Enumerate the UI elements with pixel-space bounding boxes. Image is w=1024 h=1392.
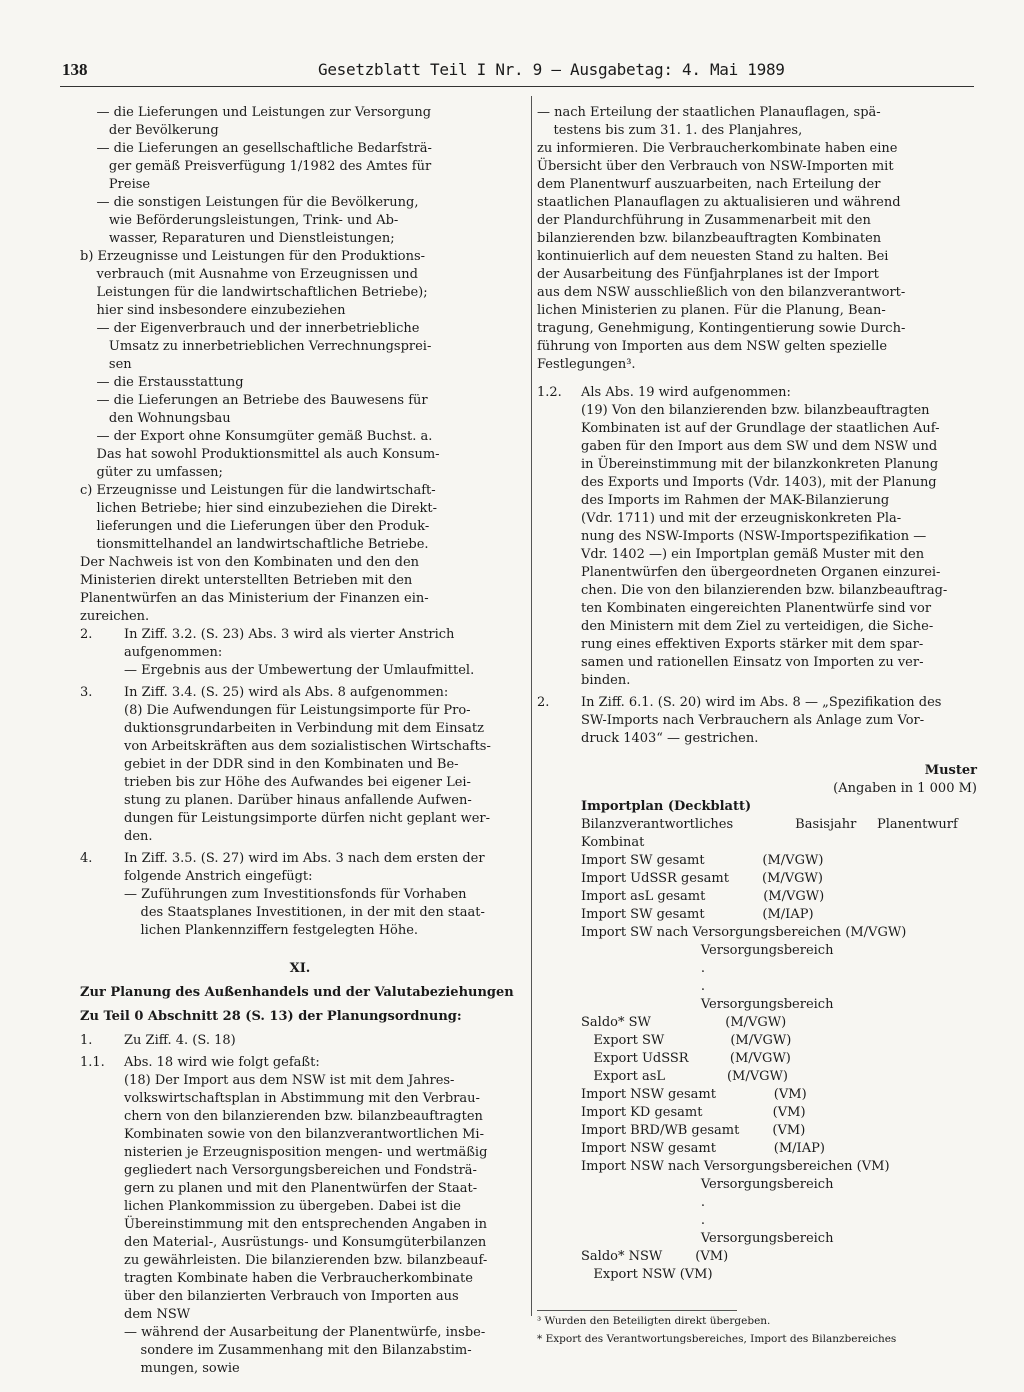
item-text: gaben für den Import aus dem SW und dem NSW und <box>581 439 938 454</box>
item-text: dem NSW <box>124 1307 191 1322</box>
item-text: rung eines effektiven Exports stärker mit dem spar- <box>581 637 924 652</box>
left-text-line: ger gemäß Preisverfügung 1/1982 des Amtes für <box>80 159 432 174</box>
right-text-line: testens bis zum 31. 1. des Planjahres, <box>537 123 803 138</box>
right-text-line: staatlichen Planauflagen zu aktualisieren und während <box>537 195 901 210</box>
footnote-rule <box>537 1310 737 1311</box>
footnotes <box>537 1314 977 1350</box>
left-text-line: — der Eigenverbrauch und der innerbetriebliche <box>80 321 420 336</box>
item-text: In Ziff. 3.5. (S. 27) wird im Abs. 3 nach dem ersten der <box>124 851 485 866</box>
left-text-line: hier sind insbesondere einzubeziehen <box>80 303 346 318</box>
item-text: chern von den bilanzierenden bzw. bilanzbeauftragten <box>124 1109 483 1124</box>
left-text-line: Preise <box>80 177 151 192</box>
left-text-line: — der Export ohne Konsumgüter gemäß Buchst. a. <box>80 429 433 444</box>
form-row-line: Versorgungsbereich <box>581 1177 834 1192</box>
item-text: SW-Imports nach Verbrauchern als Anlage zum Vor- <box>581 713 925 728</box>
item-text: In Ziff. 6.1. (S. 20) wird im Abs. 8 — „Spezifikation des <box>581 695 942 710</box>
form-row-line: Import NSW gesamt (VM) <box>581 1087 807 1102</box>
left-text-line: — die Lieferungen an gesellschaftliche Bedarfsträ- <box>80 141 432 156</box>
left-text-line: Das hat sowohl Produktionsmittel als auch Konsum- <box>80 447 440 462</box>
left-text-line: wasser, Reparaturen und Dienstleistungen; <box>80 231 395 246</box>
item-text: Kombinaten ist auf der Grundlage der staatlichen Auf- <box>581 421 940 436</box>
item-text: — während der Ausarbeitung der Planentwürfe, insbe- <box>124 1325 486 1340</box>
right-text-line: Übersicht über den Verbrauch von NSW-Importen mit <box>537 159 894 174</box>
form-row-line: Bilanzverantwortliches Basisjahr Planentwurf <box>581 817 958 832</box>
item-text: Zu Ziff. 4. (S. 18) <box>124 1033 236 1048</box>
item-text: den Material-, Ausrüstungs- und Konsumgüterbilanzen <box>124 1235 487 1250</box>
item-text: Als Abs. 19 wird aufgenommen: <box>581 385 791 400</box>
right-text-line: lichen Ministerien zu planen. Für die Planung, Bean- <box>537 303 886 318</box>
right-text-line: aus dem NSW ausschließlich von den bilanzverantwort- <box>537 285 906 300</box>
item-text: — Zuführungen zum Investitionsfonds für Vorhaben <box>124 887 467 902</box>
item-text: lichen Plankommission zu übergeben. Dabei ist die <box>124 1199 462 1214</box>
item-number: 1.2. <box>537 385 562 400</box>
form-row-line: Import SW gesamt (M/IAP) <box>581 907 814 922</box>
item-number: 4. <box>80 851 93 866</box>
item-text: nisterien je Erzeugnisposition mengen- und wertmäßig <box>124 1145 488 1160</box>
item-text: stung zu planen. Darüber hinaus anfallende Aufwen- <box>124 793 472 808</box>
form-row-line: Export asL (M/VGW) <box>581 1069 788 1084</box>
item-text: Kombinaten sowie von den bilanzverantwortlichen Mi- <box>124 1127 484 1142</box>
form-row-line: Versorgungsbereich <box>581 997 834 1012</box>
footnote-3: ³ Wurden den Beteiligten direkt übergeben. <box>537 1315 771 1327</box>
left-text-line: tionsmittelhandel an landwirtschaftliche Betriebe. <box>80 537 429 552</box>
item-text: gegliedert nach Versorgungsbereichen und Fondsträ- <box>124 1163 477 1178</box>
right-text-line: kontinuierlich auf dem neuesten Stand zu halten. Bei <box>537 249 889 264</box>
form-row-line: Import NSW gesamt (M/IAP) <box>581 1141 825 1156</box>
item-text: chen. Die von den bilanzierenden bzw. bilanzbeauftrag- <box>581 583 948 598</box>
item-text: tragten Kombinate haben die Verbraucherkombinate <box>124 1271 473 1286</box>
form-row-line: . <box>581 979 705 994</box>
left-item <box>80 850 520 944</box>
form-row-line: Versorgungsbereich <box>581 1231 834 1246</box>
page-header <box>0 60 1024 86</box>
item-text: des Exports und Imports (Vdr. 1403), mit der Planung <box>581 475 937 490</box>
form-rows <box>581 816 977 1284</box>
left-text-line: Der Nachweis ist von den Kombinaten und den den <box>80 555 420 570</box>
item-text: ten Kombinaten eingereichten Planentwürfe sind vor <box>581 601 932 616</box>
form-row-line: Import SW gesamt (M/VGW) <box>581 853 824 868</box>
item-number: 1.1. <box>80 1055 105 1070</box>
item-text: des Imports im Rahmen der MAK-Bilanzierung <box>581 493 890 508</box>
item-text: in Übereinstimmung mit der bilanzkonkreten Planung <box>581 457 939 472</box>
item-text: (19) Von den bilanzierenden bzw. bilanzbeauftragten <box>581 403 930 418</box>
item-text: trieben bis zur Höhe des Aufwandes bei eigener Lei- <box>124 775 471 790</box>
right-text-line: Festlegungen³. <box>537 357 636 372</box>
item-text: zu gewährleisten. Die bilanzierenden bzw. bilanzbeauf- <box>124 1253 488 1268</box>
form-row-line: Import asL gesamt (M/VGW) <box>581 889 825 904</box>
left-text-line: Ministerien direkt unterstellten Betrieben mit den <box>80 573 413 588</box>
left-item <box>80 684 520 850</box>
page-number: 138 <box>62 60 88 79</box>
item-text: gebiet in der DDR sind in den Kombinaten und Be- <box>124 757 459 772</box>
item-text: Planentwürfen den übergeordneten Organen einzurei- <box>581 565 941 580</box>
item-text: aufgenommen: <box>124 645 223 660</box>
item-text: dungen für Leistungsimporte dürfen nicht geplant wer- <box>124 811 490 826</box>
form-row-line: Versorgungsbereich <box>581 943 834 958</box>
left-text-line: — die Erstausstattung <box>80 375 244 390</box>
right-numbered-items <box>537 384 977 752</box>
form-row-line: . <box>581 961 705 976</box>
item-text: lichen Plankennziffern festgelegten Höhe. <box>124 923 419 938</box>
left-text-line: c) Erzeugnisse und Leistungen für die landwirtschaft- <box>80 483 436 498</box>
item-text: nung des NSW-Imports (NSW-Importspezifikation — <box>581 529 927 544</box>
right-text-line: der Ausarbeitung des Fünfjahrplanes ist der Import <box>537 267 879 282</box>
gazette-title: Gesetzblatt Teil I Nr. 9 — Ausgabetag: 4. Mai 1989 <box>318 60 785 79</box>
right-text-line: — nach Erteilung der staatlichen Planauflagen, spä- <box>537 105 881 120</box>
item-text: volkswirtschaftsplan in Abstimmung mit den Verbrau- <box>124 1091 480 1106</box>
right-item <box>537 694 977 752</box>
right-text-line: dem Planentwurf auszuarbeiten, nach Erteilung der <box>537 177 881 192</box>
item-number: 3. <box>80 685 93 700</box>
form-row-line: Import KD gesamt (VM) <box>581 1105 806 1120</box>
item-text: (Vdr. 1711) und mit der erzeugniskonkreten Pla- <box>581 511 902 526</box>
left-text-line: Leistungen für die landwirtschaftlichen Betriebe); <box>80 285 428 300</box>
form-row-line: Import UdSSR gesamt (M/VGW) <box>581 871 823 886</box>
form-row-line: Import BRD/WB gesamt (VM) <box>581 1123 806 1138</box>
item-text: binden. <box>581 673 631 688</box>
item-text: samen und rationellen Einsatz von Importen zu ver- <box>581 655 924 670</box>
right-column <box>537 104 977 1284</box>
item-text: über den bilanzierten Verbrauch von Importen aus <box>124 1289 459 1304</box>
header-rule <box>60 86 974 87</box>
form-title: Importplan (Deckblatt) <box>581 799 752 814</box>
item-text: des Staatsplanes Investitionen, in der mit den staat- <box>124 905 485 920</box>
right-text-line: tragung, Genehmigung, Kontingentierung sowie Durch- <box>537 321 906 336</box>
item-text: Übereinstimmung mit den entsprechenden Angaben in <box>124 1217 487 1232</box>
left-text-line: sen <box>80 357 132 372</box>
form-row-line: Import NSW nach Versorgungsbereichen (VM) <box>581 1159 890 1174</box>
left-text-line: — die sonstigen Leistungen für die Bevölkerung, <box>80 195 419 210</box>
form-row-line: Kombinat <box>581 835 645 850</box>
section-item <box>80 1054 520 1382</box>
form-row-line: . <box>581 1213 705 1228</box>
form-label-muster: Muster <box>924 763 977 778</box>
item-text: mungen, sowie <box>124 1361 240 1376</box>
left-text-line: Planentwürfen an das Ministerium der Finanzen ein- <box>80 591 429 606</box>
item-text: folgende Anstrich eingefügt: <box>124 869 313 884</box>
left-text-line: lieferungen und die Lieferungen über den Produk- <box>80 519 430 534</box>
left-text-line: — die Lieferungen an Betriebe des Bauwesens für <box>80 393 428 408</box>
item-text: Abs. 18 wird wie folgt gefaßt: <box>124 1055 320 1070</box>
item-number: 2. <box>537 695 550 710</box>
item-text: sondere im Zusammenhang mit den Bilanzabstim- <box>124 1343 472 1358</box>
form-row-line: Saldo* NSW (VM) <box>581 1249 729 1264</box>
section-number: XI. <box>289 961 311 976</box>
item-text: den Ministern mit dem Ziel zu verteidigen, die Siche- <box>581 619 934 634</box>
item-text: Vdr. 1402 —) ein Importplan gemäß Muster mit den <box>581 547 925 562</box>
form-row-line: Export UdSSR (M/VGW) <box>581 1051 791 1066</box>
item-number: 1. <box>80 1033 93 1048</box>
item-text: den. <box>124 829 153 844</box>
item-text: (8) Die Aufwendungen für Leistungsimporte für Pro- <box>124 703 471 718</box>
right-text-line: der Plandurchführung in Zusammenarbeit mit den <box>537 213 871 228</box>
left-text-line: Umsatz zu innerbetrieblichen Verrechnungsprei- <box>80 339 432 354</box>
form-row-line: Export SW (M/VGW) <box>581 1033 792 1048</box>
item-text: In Ziff. 3.2. (S. 23) Abs. 3 wird als vierter Anstrich <box>124 627 455 642</box>
right-text-line: zu informieren. Die Verbraucherkombinate haben eine <box>537 141 898 156</box>
right-item <box>537 384 977 694</box>
item-text: duktionsgrundarbeiten in Verbindung mit dem Einsatz <box>124 721 484 736</box>
section-items <box>80 1032 520 1382</box>
left-text-line: — die Lieferungen und Leistungen zur Versorgung <box>80 105 432 120</box>
right-text-line: führung von Importen aus dem NSW gelten spezielle <box>537 339 888 354</box>
right-text-line: bilanzierenden bzw. bilanzbeauftragten Kombinaten <box>537 231 882 246</box>
form-row-line: Saldo* SW (M/VGW) <box>581 1015 787 1030</box>
right-paragraphs <box>537 104 977 374</box>
left-text-line: lichen Betriebe; hier sind einzubeziehen die Direkt- <box>80 501 438 516</box>
item-text: — Ergebnis aus der Umbewertung der Umlaufmittel. <box>124 663 475 678</box>
left-item <box>80 626 520 684</box>
left-text-line: b) Erzeugnisse und Leistungen für den Produktions- <box>80 249 426 264</box>
item-number: 2. <box>80 627 93 642</box>
form-units: (Angaben in 1 000 M) <box>833 781 977 796</box>
left-text-line: zureichen. <box>80 609 150 624</box>
item-text: (18) Der Import aus dem NSW ist mit dem Jahres- <box>124 1073 455 1088</box>
left-numbered-items <box>80 626 520 944</box>
item-text: In Ziff. 3.4. (S. 25) wird als Abs. 8 aufgenommen: <box>124 685 449 700</box>
left-text-line: verbrauch (mit Ausnahme von Erzeugnissen und <box>80 267 418 282</box>
form-row-line: Export NSW (VM) <box>581 1267 713 1282</box>
item-text: von Arbeitskräften aus dem sozialistischen Wirtschafts- <box>124 739 491 754</box>
item-text: gern zu planen und mit den Planentwürfen der Staat- <box>124 1181 478 1196</box>
section-subtitle: Zu Teil 0 Abschnitt 28 (S. 13) der Planungsordnung: <box>80 1009 462 1024</box>
footnote-star: * Export des Verantwortungsbereiches, Import des Bilanzbereiches <box>537 1333 897 1345</box>
form-row-line: Import SW nach Versorgungsbereichen (M/VGW) <box>581 925 907 940</box>
left-column <box>80 104 520 1382</box>
section-item <box>80 1032 520 1054</box>
form-row-line: . <box>581 1195 705 1210</box>
section-title: Zur Planung des Außenhandels und der Valutabeziehungen <box>80 985 514 1000</box>
left-text-line: den Wohnungsbau <box>80 411 231 426</box>
column-divider <box>531 96 532 1316</box>
left-paragraphs <box>80 104 520 626</box>
item-text: druck 1403“ — gestrichen. <box>581 731 759 746</box>
left-text-line: güter zu umfassen; <box>80 465 223 480</box>
left-text-line: der Bevölkerung <box>80 123 219 138</box>
left-text-line: wie Beförderungsleistungen, Trink- und Ab- <box>80 213 399 228</box>
